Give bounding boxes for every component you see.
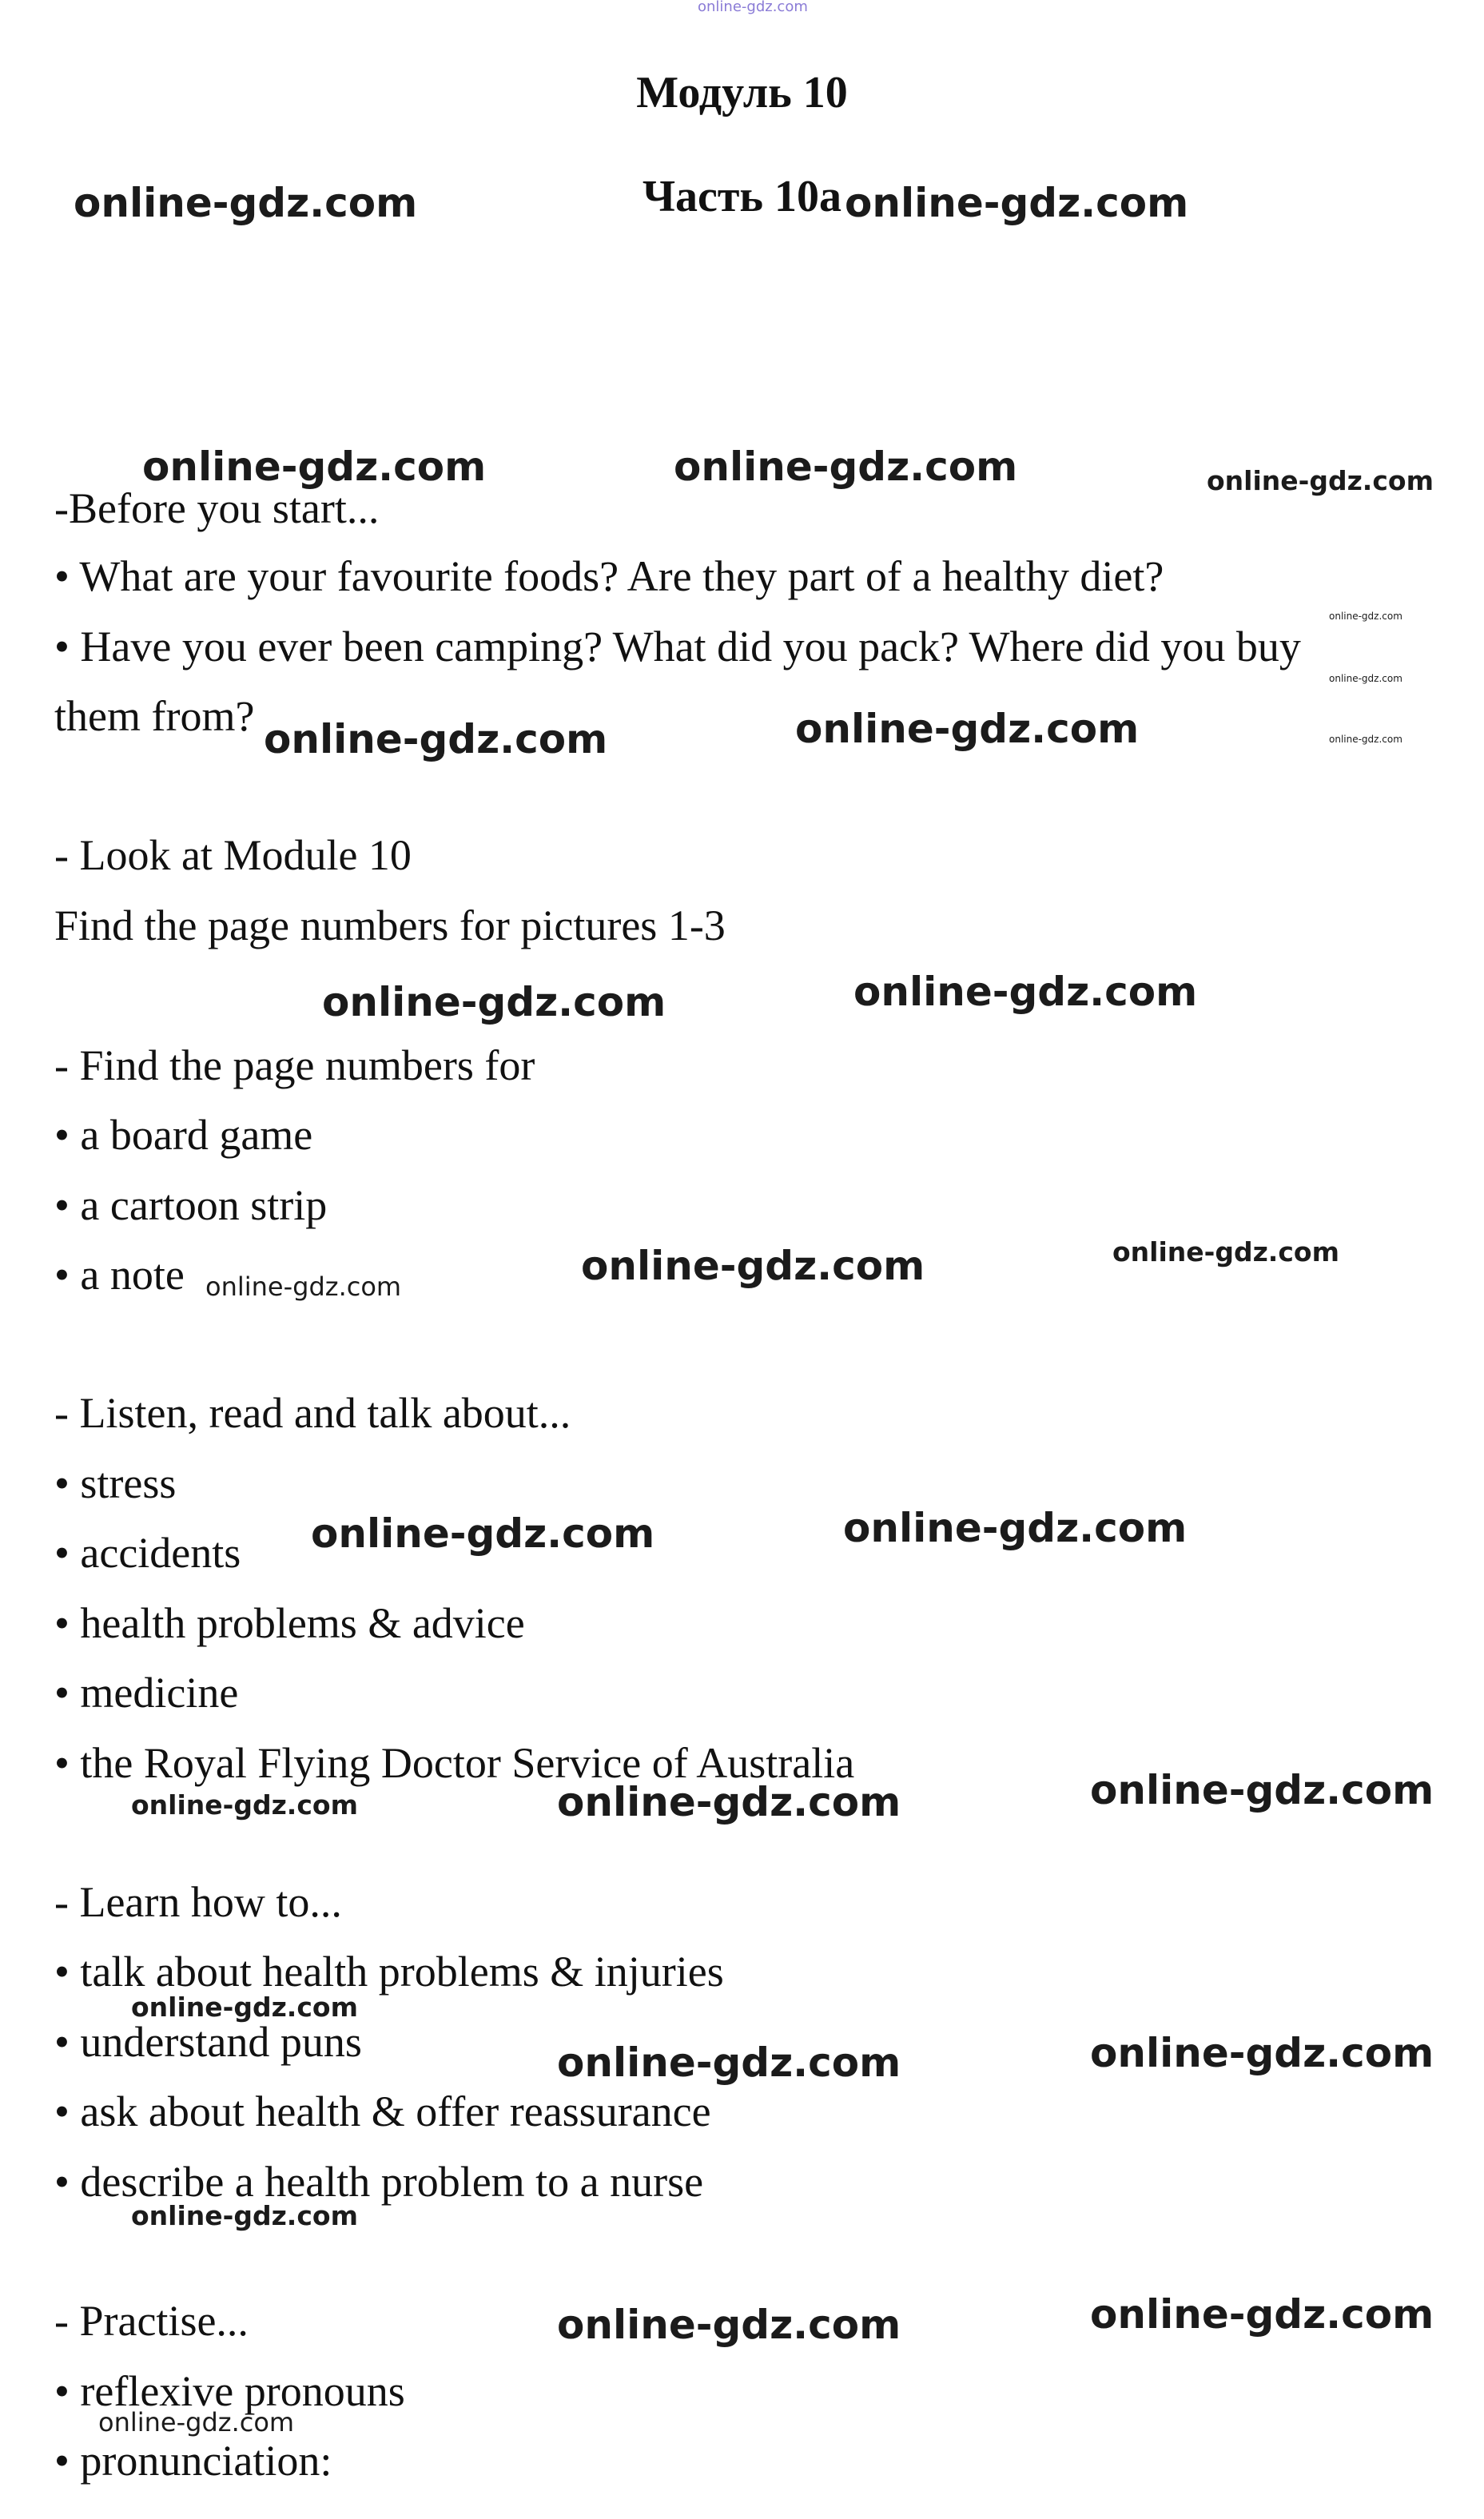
watermark: online-gdz.com [1090,2030,1434,2076]
list-item: • a note [54,1251,185,1299]
watermark: online-gdz.com [1090,2291,1434,2338]
section-learn-how-to: - Learn how to... [54,1878,342,1926]
section-practise: - Practise... [54,2297,249,2345]
instruction-line: Find the page numbers for pictures 1-3 [54,901,726,949]
list-item: • stress [54,1459,177,1507]
section-before-you-start: -Before you start... [54,484,380,532]
watermark: online-gdz.com [1329,673,1402,684]
list-item: • Have you ever been camping? What did you pack? Where did you buy [54,623,1301,671]
section-look-at-module: - Look at Module 10 [54,831,412,879]
list-item: • ask about health & offer reassurance [54,2087,711,2135]
watermark: online-gdz.com [131,2200,358,2231]
list-item: • understand puns [54,2018,362,2066]
watermark: online-gdz.com [322,979,666,1025]
watermark: online-gdz.com [843,1505,1188,1551]
watermark: online-gdz.com [853,969,1198,1015]
section-listen-read-talk: - Listen, read and talk about... [54,1389,571,1437]
list-item-continuation: them from? [54,692,255,740]
watermark: online-gdz.com [98,2407,295,2437]
watermark: online-gdz.com [74,180,418,226]
list-item: • accidents [54,1529,241,1577]
list-item: • a cartoon strip [54,1181,328,1229]
watermark: online-gdz.com [795,706,1140,752]
list-item: • a board game [54,1111,313,1159]
list-item: • What are your favourite foods? Are they part of a healthy diet? [54,552,1164,600]
list-item: • pronunciation: [54,2437,332,2485]
watermark: online-gdz.com [131,1789,358,1821]
watermark: online-gdz.com [205,1271,402,1302]
watermark: online-gdz.com [264,716,608,762]
watermark: online-gdz.com [674,444,1018,490]
part-title: Часть 10a [642,172,842,221]
watermark: online-gdz.com [311,1510,655,1557]
list-item: • the Royal Flying Doctor Service of Australia [54,1739,855,1787]
watermark-top: online-gdz.com [698,0,808,15]
watermark: online-gdz.com [1112,1236,1339,1267]
module-title: Модуль 10 [636,68,848,117]
list-item: • reflexive pronouns [54,2367,405,2415]
watermark: online-gdz.com [1207,465,1434,496]
watermark: online-gdz.com [557,2039,901,2086]
list-item: • health problems & advice [54,1599,525,1647]
watermark: online-gdz.com [1329,611,1402,622]
watermark: online-gdz.com [1329,734,1402,745]
watermark: online-gdz.com [557,1779,901,1825]
list-item: • talk about health problems & injuries [54,1948,724,1996]
watermark: online-gdz.com [1090,1767,1434,1813]
watermark: online-gdz.com [581,1243,925,1289]
watermark: online-gdz.com [142,444,487,490]
watermark: online-gdz.com [557,2302,901,2348]
section-find-page-numbers: - Find the page numbers for [54,1041,535,1089]
list-item: • describe a health problem to a nurse [54,2158,704,2206]
watermark: online-gdz.com [845,180,1189,226]
watermark: online-gdz.com [131,1992,358,2023]
list-item: • medicine [54,1669,239,1717]
